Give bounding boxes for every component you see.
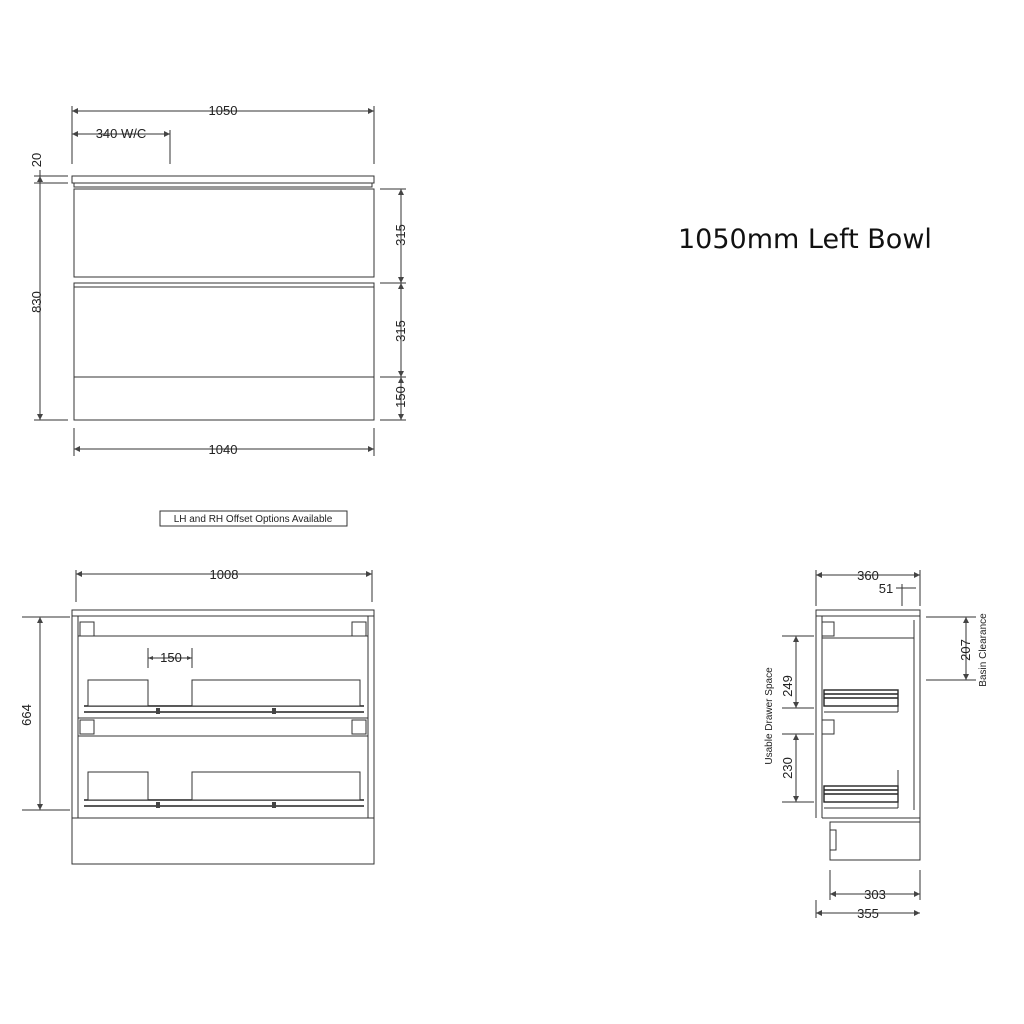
dim-plinth: 150 xyxy=(393,386,408,408)
dim-depth-outer: 355 xyxy=(857,906,879,921)
drawing-title: 1050mm Left Bowl xyxy=(678,224,932,255)
drawer-lower xyxy=(74,287,374,377)
dim-drawer2: 315 xyxy=(393,320,408,342)
dim-total-height: 830 xyxy=(29,291,44,313)
dim-bowl-offset: 340 W/C xyxy=(95,126,147,141)
dim-basin-clearance: 207 xyxy=(958,639,973,661)
dim-upper-drawer-space: 249 xyxy=(780,675,795,697)
benchtop xyxy=(72,176,374,183)
dim-offset: 51 xyxy=(878,581,894,596)
dim-inner-gap: 150 xyxy=(160,650,182,665)
basin-clearance-label: Basin Clearance xyxy=(978,613,989,687)
dim-depth-inner: 303 xyxy=(864,887,886,902)
dim-lower-drawer-space: 230 xyxy=(780,757,795,779)
offset-note xyxy=(160,511,347,526)
dim-depth-top: 360 xyxy=(857,568,879,583)
dim-inner-height: 664 xyxy=(19,704,34,726)
drawer-upper xyxy=(74,189,374,277)
internal-elevation xyxy=(19,567,374,864)
dim-width-bottom: 1040 xyxy=(208,442,238,457)
dim-top-thickness: 20 xyxy=(29,152,44,168)
plinth-panel xyxy=(74,377,374,420)
dim-width-top: 1050 xyxy=(208,103,238,118)
carcass xyxy=(72,616,374,864)
dim-drawer1: 315 xyxy=(393,224,408,246)
side-section xyxy=(764,568,989,921)
usable-drawer-space-label: Usable Drawer Space xyxy=(764,667,775,765)
front-elevation xyxy=(29,103,408,457)
dim-inner-width: 1008 xyxy=(209,567,239,582)
offset-note-text: LH and RH Offset Options Available xyxy=(173,514,333,525)
